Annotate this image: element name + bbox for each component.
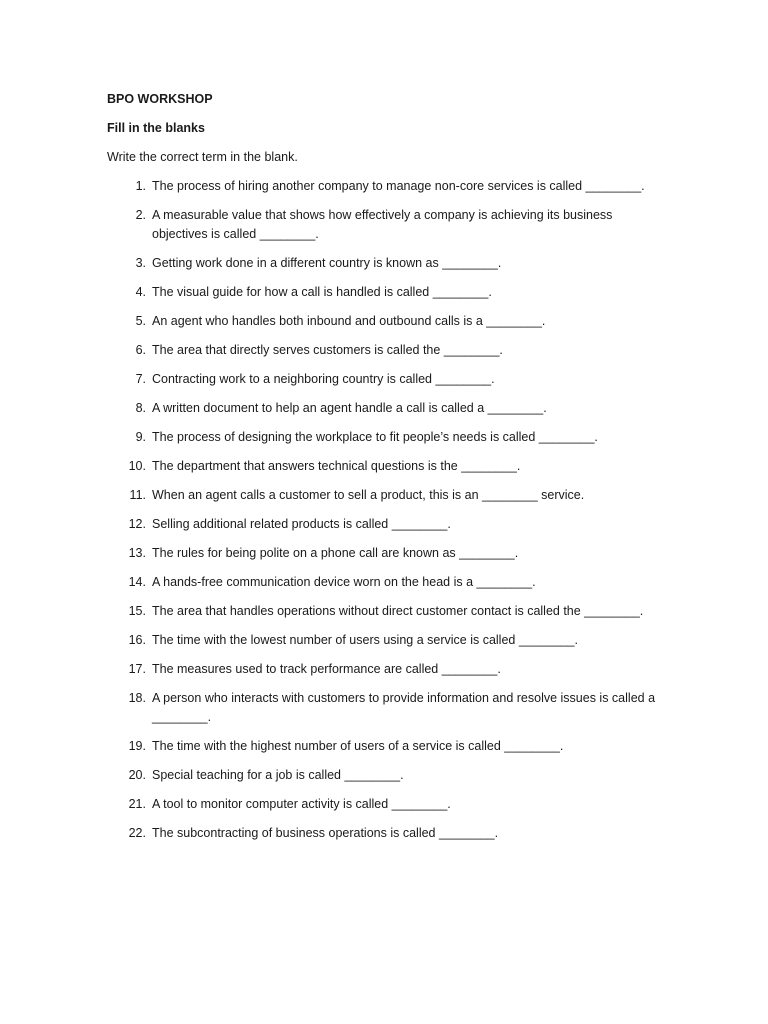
question-number: 12.	[128, 517, 146, 531]
question-item	[107, 254, 667, 273]
question-list	[107, 177, 667, 843]
question-text: The visual guide for how a call is handled is called ________.	[152, 285, 492, 299]
instructions-text: Write the correct term in the blank.	[107, 150, 298, 164]
question-number: 8.	[135, 401, 146, 415]
question-number: 1.	[135, 179, 146, 193]
question-text: The process of designing the workplace to fit people’s needs is called ________.	[152, 430, 598, 444]
question-item	[107, 312, 667, 331]
question-text: The process of hiring another company to manage non-core services is called ________.	[152, 179, 645, 193]
question-item	[107, 341, 667, 360]
question-item	[107, 399, 667, 418]
question-text: When an agent calls a customer to sell a product, this is an ________ service.	[152, 488, 585, 502]
question-number: 9.	[135, 430, 146, 444]
question-text: The area that directly serves customers is called the ________.	[152, 343, 503, 357]
question-item	[107, 631, 667, 650]
question-number: 15.	[128, 604, 146, 618]
question-text: Getting work done in a different country is known as ________.	[152, 256, 502, 270]
question-number: 21.	[128, 797, 146, 811]
question-number: 10.	[128, 459, 146, 473]
question-number: 22.	[128, 826, 146, 840]
question-text: An agent who handles both inbound and outbound calls is a ________.	[152, 314, 546, 328]
question-item	[107, 283, 667, 302]
question-text: The time with the lowest number of users using a service is called ________.	[152, 633, 578, 647]
question-number: 6.	[135, 343, 146, 357]
question-text: A hands-free communication device worn on the head is a ________.	[152, 575, 536, 589]
question-text: A tool to monitor computer activity is called ________.	[152, 797, 451, 811]
question-item	[107, 689, 667, 727]
question-number: 17.	[128, 662, 146, 676]
question-item	[107, 795, 667, 814]
question-item	[107, 370, 667, 389]
question-item	[107, 428, 667, 447]
question-item	[107, 824, 667, 843]
question-number: 20.	[128, 768, 146, 782]
question-text: Special teaching for a job is called ________.	[152, 768, 404, 782]
question-item	[107, 766, 667, 785]
question-item	[107, 602, 667, 621]
worksheet	[107, 90, 667, 853]
question-number: 13.	[128, 546, 146, 560]
question-number: 5.	[135, 314, 146, 328]
question-number: 19.	[128, 739, 146, 753]
question-text: The subcontracting of business operations is called ________.	[152, 826, 499, 840]
question-number: 18.	[128, 691, 146, 705]
question-text: The measures used to track performance are called ________.	[152, 662, 501, 676]
question-item	[107, 457, 667, 476]
question-item	[107, 544, 667, 563]
question-number: 14.	[128, 575, 146, 589]
question-number: 4.	[135, 285, 146, 299]
question-item	[107, 206, 667, 244]
question-number: 16.	[128, 633, 146, 647]
document-title: BPO WORKSHOP	[107, 92, 213, 106]
question-item	[107, 573, 667, 592]
question-number: 3.	[135, 256, 146, 270]
question-text: Selling additional related products is called ________.	[152, 517, 451, 531]
question-text: A person who interacts with customers to provide information and resolve issues is called a ________.	[152, 691, 656, 724]
question-text: The area that handles operations without direct customer contact is called the ________.	[152, 604, 644, 618]
question-item	[107, 660, 667, 679]
question-text: The time with the highest number of users of a service is called ________.	[152, 739, 564, 753]
question-text: The department that answers technical questions is the ________.	[152, 459, 521, 473]
question-item	[107, 177, 667, 196]
question-text: A written document to help an agent handle a call is called a ________.	[152, 401, 547, 415]
question-item	[107, 486, 667, 505]
question-number: 11.	[129, 488, 146, 502]
question-text: A measurable value that shows how effectively a company is achieving its business objectives is called ________.	[152, 208, 613, 241]
section-heading: Fill in the blanks	[107, 121, 205, 135]
question-item	[107, 737, 667, 756]
question-item	[107, 515, 667, 534]
question-text: The rules for being polite on a phone call are known as ________.	[152, 546, 519, 560]
question-number: 2.	[135, 208, 146, 222]
question-number: 7.	[135, 372, 146, 386]
question-text: Contracting work to a neighboring country is called ________.	[152, 372, 495, 386]
